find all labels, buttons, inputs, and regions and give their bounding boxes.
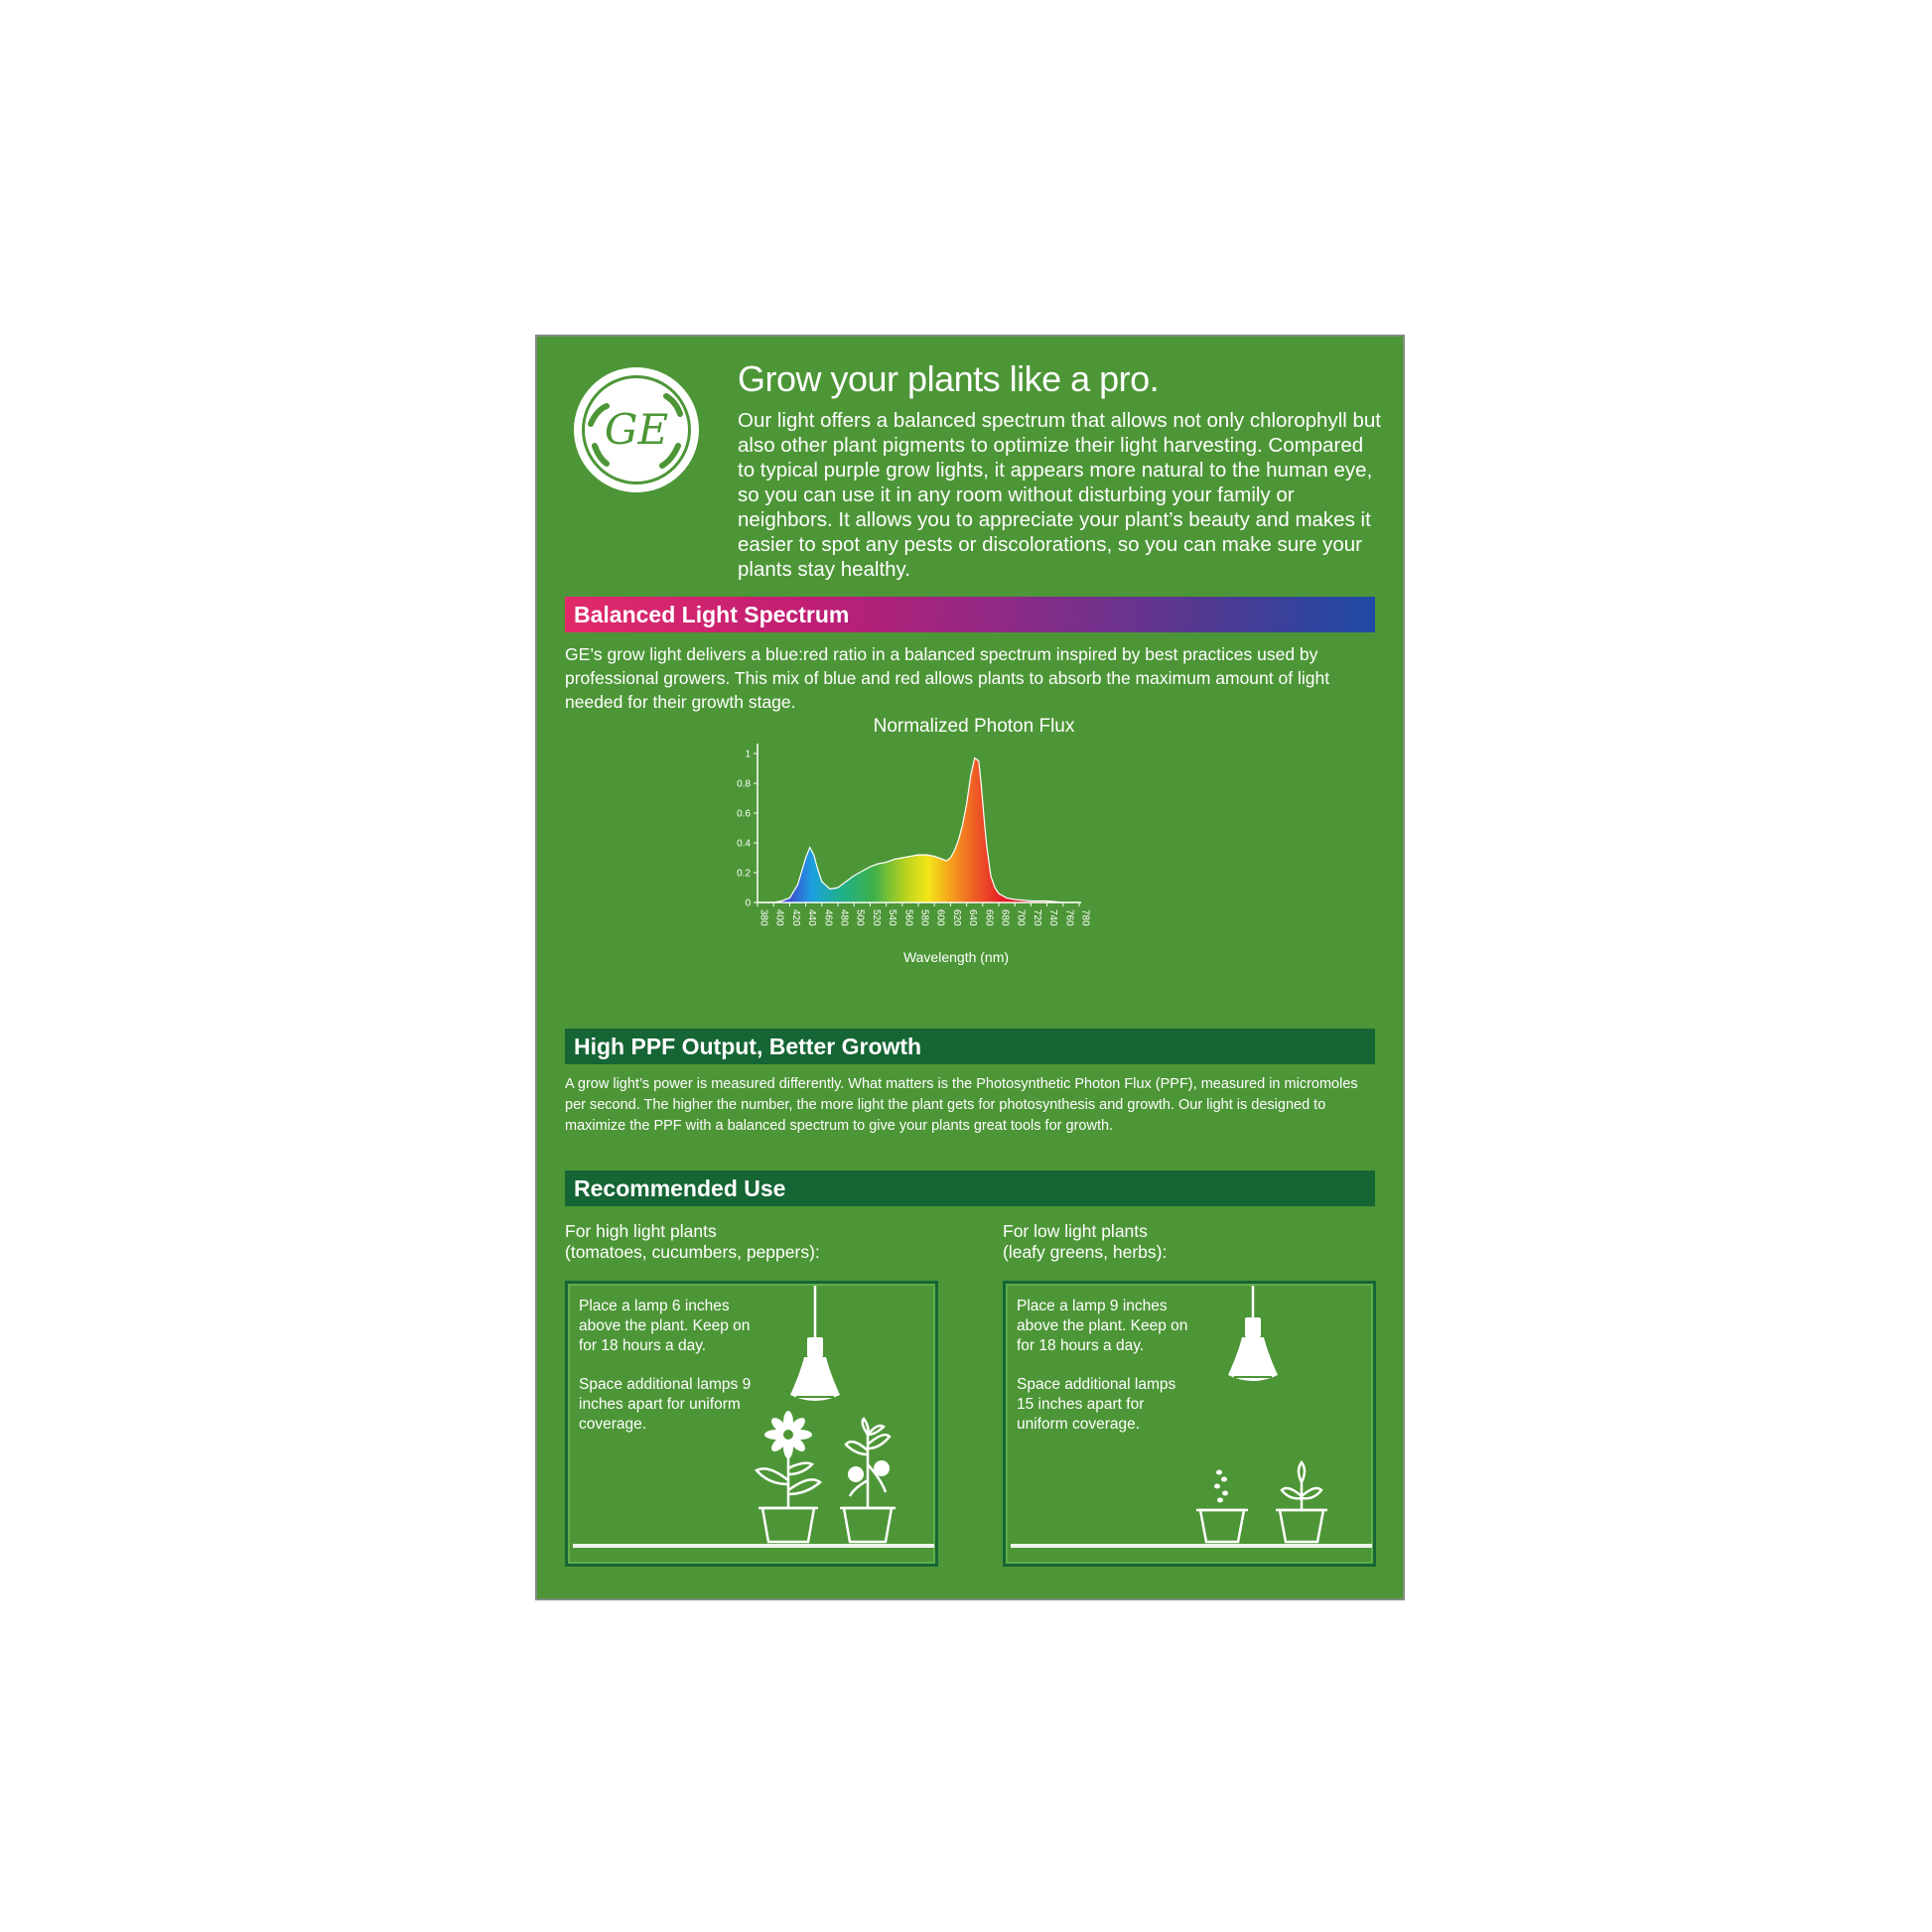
low-light-label <box>1003 1221 1167 1263</box>
shelf-line <box>1011 1544 1372 1548</box>
headline: Grow your plants like a pro. <box>738 358 1160 399</box>
ppf-section-title: High PPF Output, Better Growth <box>565 1029 1375 1064</box>
x-tick-label: 720 <box>1031 909 1042 926</box>
spectrum-area-series <box>758 759 1079 903</box>
product-info-panel <box>535 335 1405 1600</box>
x-tick-label: 600 <box>934 909 946 926</box>
low-light-spacing-text: Space additional lamps 15 inches apart for uniform coverage. <box>1017 1376 1176 1433</box>
y-tick-label: 0.2 <box>737 868 751 880</box>
x-tick-label: 740 <box>1047 909 1059 926</box>
chart-series-group <box>758 759 1079 903</box>
low-light-placement-text: Place a lamp 9 inches above the plant. Keep on for 18 hours a day. <box>1017 1298 1188 1354</box>
high-light-label-line1: For high light plants <box>565 1221 717 1241</box>
high-light-label-line2: (tomatoes, cucumbers, peppers): <box>565 1242 820 1262</box>
shelf-line <box>573 1544 934 1548</box>
spectrum-section-title: Balanced Light Spectrum <box>565 597 1375 632</box>
chart-x-axis-label: Wavelength (nm) <box>902 949 1010 965</box>
x-tick-label: 640 <box>967 909 979 926</box>
chart-title: Normalized Photon Flux <box>873 716 1075 737</box>
x-tick-label: 700 <box>1015 909 1027 926</box>
x-tick-label: 460 <box>822 909 834 926</box>
x-tick-label: 440 <box>806 909 818 926</box>
low-light-label-line1: For low light plants <box>1003 1221 1148 1241</box>
x-tick-label: 620 <box>950 909 962 926</box>
y-tick-label: 1 <box>745 749 751 760</box>
ppf-section-body: A grow light’s power is measured differently. What matters is the Photosynthetic Photon Flux (PPF), measured in micromoles per second. The higher the number, the more light the plant gets for photosynthesis and growth. Our light is designed to maximize the PPF with a balanced spectrum to give your plants great tools for growth. <box>565 1076 1358 1134</box>
x-tick-label: 500 <box>854 909 866 926</box>
y-tick-label: 0.4 <box>737 838 751 850</box>
y-tick-label: 0.8 <box>737 778 751 790</box>
x-tick-label: 520 <box>870 909 882 926</box>
x-tick-label: 540 <box>887 909 898 926</box>
svg-text:GE: GE <box>604 405 669 454</box>
y-tick-label: 0.6 <box>737 808 751 820</box>
x-tick-label: 560 <box>902 909 914 926</box>
intro-paragraph: Our light offers a balanced spectrum that allows not only chlorophyll but also other plant pigments to optimize their light harvesting. Compared to typical purple grow lights, it appears more natural to the human eye, so you can use it in any room without disturbing your family or neighbors. It allows you to appreciate your plant’s beauty and makes it easier to spot any pests or discolorations, so you can make sure your plants stay healthy. <box>738 409 1382 581</box>
y-tick-label: 0 <box>745 897 751 909</box>
spectrum-section-body: GE’s grow light delivers a blue:red ratio in a balanced spectrum inspired by best practices used by professional growers. This mix of blue and red allows plants to absorb the maximum amount of light needed for their growth stage. <box>565 644 1330 712</box>
x-tick-label: 760 <box>1063 909 1075 926</box>
x-tick-label: 400 <box>773 909 785 926</box>
x-tick-label: 380 <box>758 909 769 926</box>
photon-flux-chart <box>736 732 1173 970</box>
high-light-placement-text: Place a lamp 6 inches above the plant. Keep on for 18 hours a day. <box>579 1298 751 1354</box>
seedling-pot-icon <box>1196 1470 1248 1543</box>
low-light-label-line2: (leafy greens, herbs): <box>1003 1242 1168 1262</box>
x-tick-label: 420 <box>789 909 801 926</box>
ge-logo-icon <box>573 366 700 493</box>
x-tick-label: 780 <box>1079 909 1091 926</box>
herb-sprout-icon <box>1276 1462 1327 1542</box>
x-tick-label: 580 <box>918 909 930 926</box>
x-tick-label: 660 <box>983 909 995 926</box>
high-light-box <box>565 1281 938 1567</box>
x-tick-label: 480 <box>838 909 850 926</box>
hanging-lamp-icon <box>790 1286 840 1401</box>
tomato-plant-icon <box>840 1419 896 1542</box>
x-tick-label: 680 <box>999 909 1011 926</box>
high-light-label <box>565 1221 820 1263</box>
high-light-spacing-text: Space additional lamps 9 inches apart for uniform coverage. <box>579 1376 752 1433</box>
use-section-title: Recommended Use <box>565 1171 1375 1206</box>
low-light-box <box>1003 1281 1376 1567</box>
flower-plant-icon <box>757 1411 820 1542</box>
hanging-lamp-icon <box>1228 1286 1278 1381</box>
